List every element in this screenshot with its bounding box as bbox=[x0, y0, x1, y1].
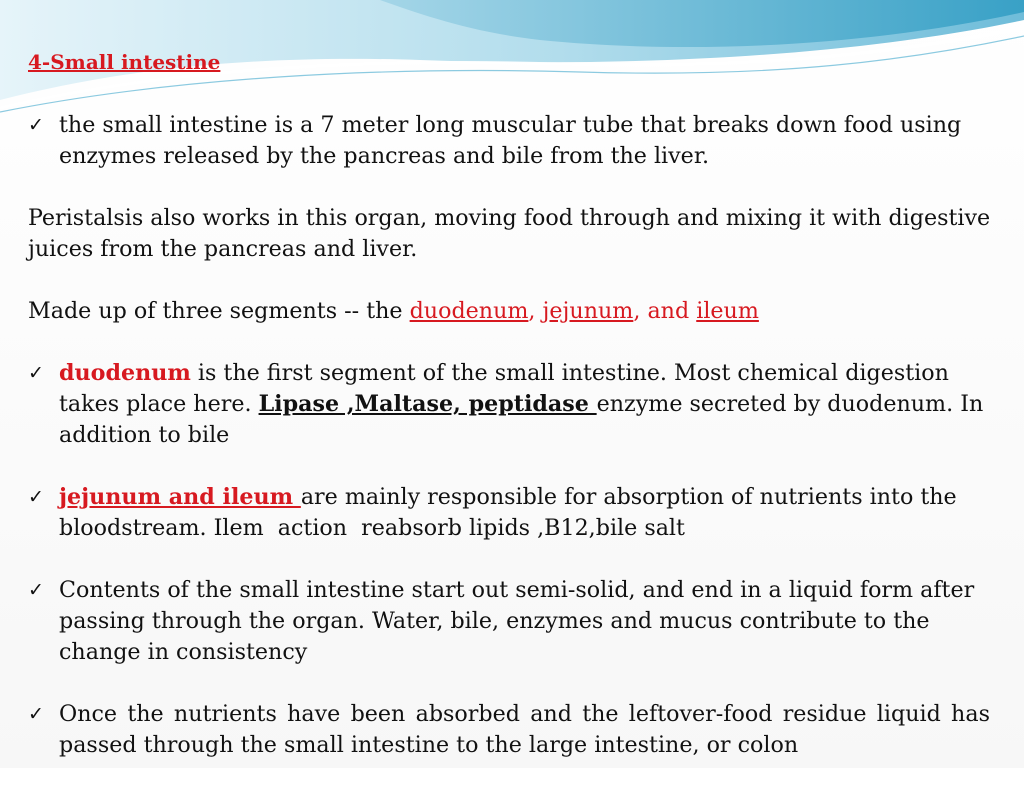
duodenum-term: duodenum bbox=[59, 360, 191, 386]
word: the bbox=[127, 701, 164, 727]
word: has bbox=[951, 701, 990, 727]
jejunum-ileum-term: jejunum and ileum bbox=[59, 484, 301, 510]
word: liquid bbox=[876, 701, 941, 727]
word: have bbox=[287, 701, 341, 727]
ileum-link[interactable]: ileum bbox=[696, 298, 759, 324]
bullet-line: passing through the organ. Water, bile, enzymes and mucus contribute to the bbox=[59, 608, 930, 634]
paragraph-peristalsis bbox=[28, 203, 990, 265]
duodenum-enzymes: Lipase ,Maltase, peptidase bbox=[258, 391, 597, 417]
bullet-line: Contents of the small intestine start out semi-solid, and end in a liquid form after bbox=[59, 577, 975, 603]
bullet-line: the small intestine is a 7 meter long muscular tube that breaks down food using bbox=[59, 112, 962, 138]
bullet-duodenum bbox=[28, 358, 990, 451]
check-icon: ✓ bbox=[28, 114, 44, 136]
word: nutrients bbox=[173, 701, 277, 727]
paragraph-line: juices from the pancreas and liver. bbox=[28, 236, 418, 262]
segments-separator: , bbox=[633, 298, 648, 324]
word: Once bbox=[59, 701, 118, 727]
bullet-line: passed through the small intestine to the large intestine, or colon bbox=[59, 732, 799, 758]
word: absorbed bbox=[415, 701, 520, 727]
segments-and: and bbox=[647, 298, 697, 324]
check-icon: ✓ bbox=[28, 579, 44, 601]
segments-prefix: Made up of three segments -- the bbox=[28, 298, 410, 324]
bullet-line: change in consistency bbox=[59, 639, 308, 665]
duodenum-description-cont: takes place here. bbox=[59, 391, 259, 417]
check-icon: ✓ bbox=[28, 703, 44, 725]
word: residue bbox=[782, 701, 867, 727]
paragraph-segments bbox=[28, 296, 990, 327]
word: leftover-food bbox=[628, 701, 773, 727]
bullet-jejunum-ileum bbox=[28, 482, 990, 544]
word: been bbox=[350, 701, 406, 727]
paragraph-line: Peristalsis also works in this organ, moving food through and mixing it with digestive bbox=[28, 205, 991, 231]
duodenum-link[interactable]: duodenum bbox=[409, 298, 529, 324]
bullet-contents bbox=[28, 575, 990, 668]
bullet-line: addition to bile bbox=[59, 422, 230, 448]
bullet-small-intestine-definition bbox=[28, 110, 990, 172]
check-icon: ✓ bbox=[28, 486, 44, 508]
check-icon: ✓ bbox=[28, 362, 44, 384]
bullet-line: bloodstream. Ilem action reabsorb lipids ,B12,bile salt bbox=[59, 515, 685, 541]
duodenum-enzymes-desc: enzyme secreted by duodenum. In bbox=[596, 391, 984, 417]
jejunum-ileum-description: are mainly responsible for absorption of nutrients into the bbox=[300, 484, 957, 510]
bullet-nutrients-absorbed bbox=[28, 699, 990, 761]
bullet-line bbox=[59, 699, 990, 730]
bullet-line bbox=[59, 358, 990, 389]
slide-title: 4-Small intestine bbox=[28, 50, 221, 74]
bullet-line: enzymes released by the pancreas and bile from the liver. bbox=[59, 143, 710, 169]
word: and bbox=[530, 701, 572, 727]
bullet-line bbox=[59, 389, 990, 420]
bullet-line bbox=[59, 482, 990, 513]
word: the bbox=[582, 701, 619, 727]
segments-separator: , bbox=[528, 298, 543, 324]
jejunum-link[interactable]: jejunum bbox=[542, 298, 634, 324]
duodenum-description: is the first segment of the small intestine. Most chemical digestion bbox=[190, 360, 949, 386]
slide-content bbox=[28, 110, 990, 792]
